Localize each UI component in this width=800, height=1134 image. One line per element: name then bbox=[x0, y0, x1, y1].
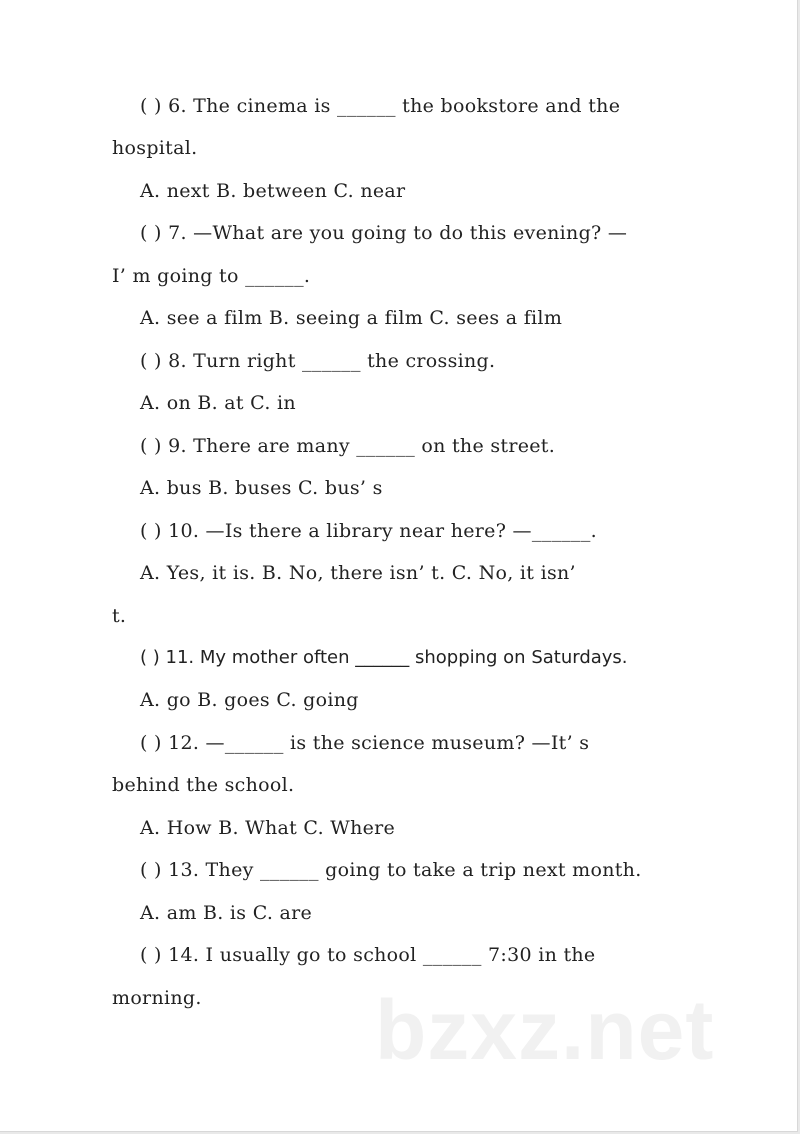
question-6-options: A. next B. between C. near bbox=[140, 180, 406, 202]
question-13-stem: ( ) 13. They ______ going to take a trip next month. bbox=[140, 859, 642, 881]
question-10-stem: ( ) 10. —Is there a library near here? —______. bbox=[140, 520, 597, 542]
question-12-stem: ( ) 12. —______ is the science museum? —It’ s bbox=[140, 732, 590, 754]
question-14-stem-continued: morning. bbox=[112, 987, 202, 1009]
question-12-options: A. How B. What C. Where bbox=[140, 817, 396, 839]
question-12-stem-continued: behind the school. bbox=[112, 774, 295, 796]
question-6-stem-continued: hospital. bbox=[112, 137, 198, 159]
question-6-stem: ( ) 6. The cinema is ______ the bookstore and the bbox=[140, 95, 621, 117]
question-8-stem: ( ) 8. Turn right ______ the crossing. bbox=[140, 350, 496, 372]
question-9-stem: ( ) 9. There are many ______ on the street. bbox=[140, 435, 556, 457]
watermark-logo: bzxz.net bbox=[375, 983, 715, 1077]
question-11-stem: ( ) 11. My mother often ______ shopping on Saturdays. bbox=[140, 647, 628, 668]
question-11-options: A. go B. goes C. going bbox=[140, 689, 359, 711]
question-8-options: A. on B. at C. in bbox=[140, 392, 296, 414]
question-10-options: A. Yes, it is. B. No, there isn’ t. C. No, it isn’ bbox=[140, 562, 576, 584]
question-9-options: A. bus B. buses C. bus’ s bbox=[140, 477, 383, 499]
question-7-stem: ( ) 7. —What are you going to do this evening? — bbox=[140, 222, 628, 244]
question-7-options: A. see a film B. seeing a film C. sees a film bbox=[140, 307, 563, 329]
question-14-stem: ( ) 14. I usually go to school ______ 7:30 in the bbox=[140, 944, 596, 966]
question-13-options: A. am B. is C. are bbox=[140, 902, 313, 924]
question-10-options-continued: t. bbox=[112, 605, 127, 627]
question-7-stem-continued: I’ m going to ______. bbox=[112, 265, 311, 287]
